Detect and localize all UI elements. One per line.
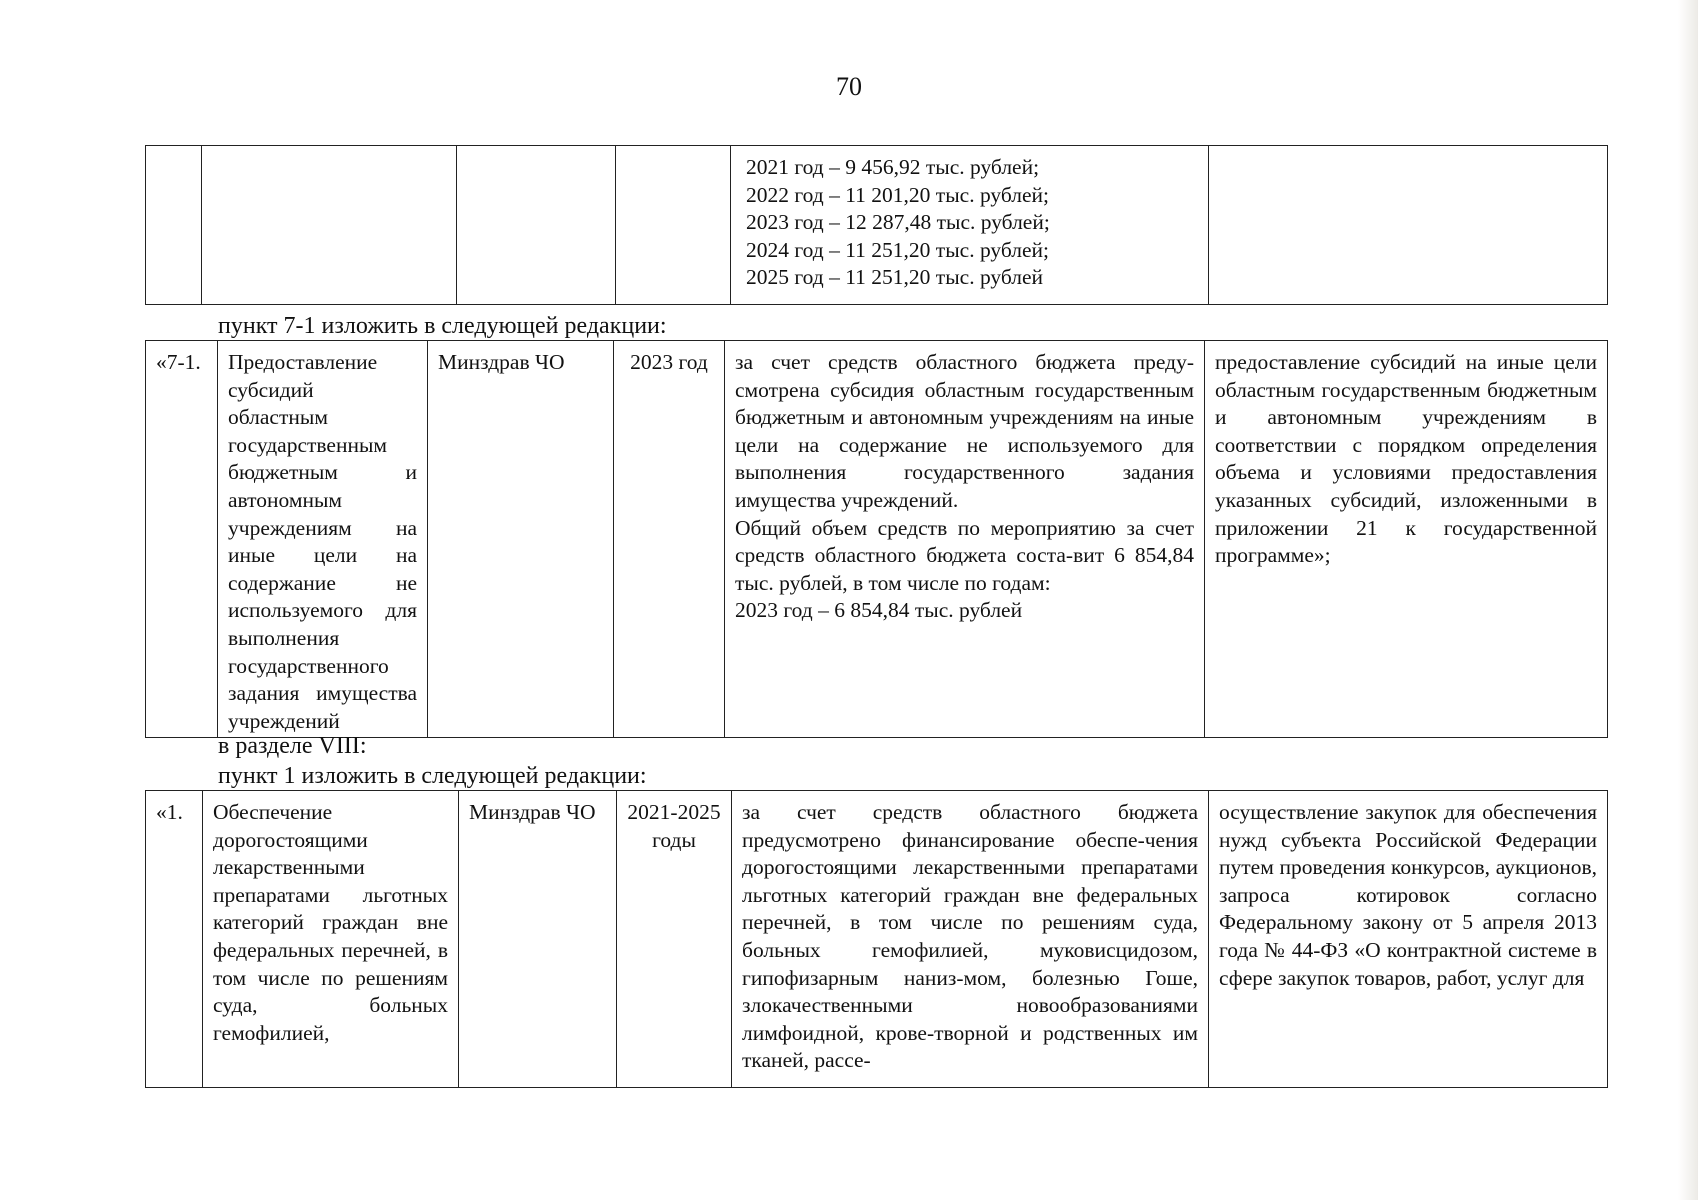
item-funding — [725, 341, 1205, 738]
budget-line: 2024 год – 11 251,20 тыс. рублей; — [746, 237, 1050, 262]
table-row — [146, 341, 1608, 738]
funding-paragraph: Общий объем средств по мероприятию за счет средств областного бюджета соста-вит 6 854,84 тыс. рублей, в том числе по годам: — [735, 515, 1194, 595]
section-heading: в разделе VIII: — [218, 733, 367, 759]
item-number: «7-1. — [146, 341, 218, 738]
item-number: «1. — [146, 791, 203, 1088]
period-cell — [616, 146, 731, 305]
item-executor: Минздрав ЧО — [428, 341, 614, 738]
section-heading: пункт 1 изложить в следующей редакции: — [218, 763, 647, 789]
funding-paragraph: за счет средств областного бюджета преду-смотрена субсидия областным государственным бюджетным и автономным учреждениям на иные цели на содержание не используемого для выполнения государственного задания имущества учреждений. — [735, 350, 1194, 512]
budget-line: 2025 год – 11 251,20 тыс. рублей — [746, 265, 1044, 290]
funding-cell — [731, 146, 1209, 305]
item-mechanism: осуществление закупок для обеспечения нужд субъекта Российской Федерации путем проведения конкурсов, аукционов, запроса котировок согласно Федеральному закону от 5 апреля 2013 года № 44-ФЗ «О контрактной системе в сфере закупок товаров, работ, услуг для — [1209, 791, 1608, 1088]
table-row — [146, 791, 1608, 1088]
budget-line: 2022 год – 11 201,20 тыс. рублей; — [746, 182, 1050, 207]
executor-cell — [457, 146, 616, 305]
item-1-table — [145, 790, 1608, 1088]
item-funding: за счет средств областного бюджета предусмотрено финансирование обеспе-чения дорогостоящими лекарственными препаратами льготных категорий граждан вне федеральных перечней, в том числе по решениям суда, больных гемофилией, муковисцидозом, гипофизарным наниз-мом, болезнью Гоше, злокачественными новообразованиями лимфоидной, крове-творной и родственных им тканей, рассе- — [732, 791, 1209, 1088]
mechanism-cell — [1209, 146, 1608, 305]
page-number: 70 — [836, 72, 862, 101]
name-cell — [202, 146, 457, 305]
table-row — [146, 146, 1608, 305]
section-heading: пункт 7-1 изложить в следующей редакции: — [218, 313, 667, 339]
budget-line: 2021 год – 9 456,92 тыс. рублей; — [746, 155, 1040, 179]
funding-paragraph: 2023 год – 6 854,84 тыс. рублей — [735, 598, 1023, 623]
item-name: Обеспечение дорогостоящими лекарственными препаратами льготных категорий граждан вне федеральных перечней, в том числе по решениям суда, больных гемофилией, — [203, 791, 459, 1088]
item-7-1-table — [145, 340, 1608, 738]
scan-edge-shadow — [1678, 0, 1698, 1200]
item-mechanism: предоставление субсидий на иные цели областным государственным бюджетным и автономным учреждениям в соответствии с порядком определения объема и условиями предоставления указанных субсидий, изложенными в приложении 21 к государственной программе»; — [1205, 341, 1608, 738]
number-cell — [146, 146, 202, 305]
budget-line: 2023 год – 12 287,48 тыс. рублей; — [746, 210, 1050, 235]
continuation-table — [145, 145, 1608, 305]
item-period: 2023 год — [614, 341, 725, 738]
item-name: Предоставление субсидий областным государственным бюджетным и автономным учреждениям на иные цели на содержание не используемого для выполнения государственного задания имущества учреждений — [218, 341, 428, 738]
item-executor: Минздрав ЧО — [459, 791, 617, 1088]
item-period: 2021-2025 годы — [617, 791, 732, 1088]
